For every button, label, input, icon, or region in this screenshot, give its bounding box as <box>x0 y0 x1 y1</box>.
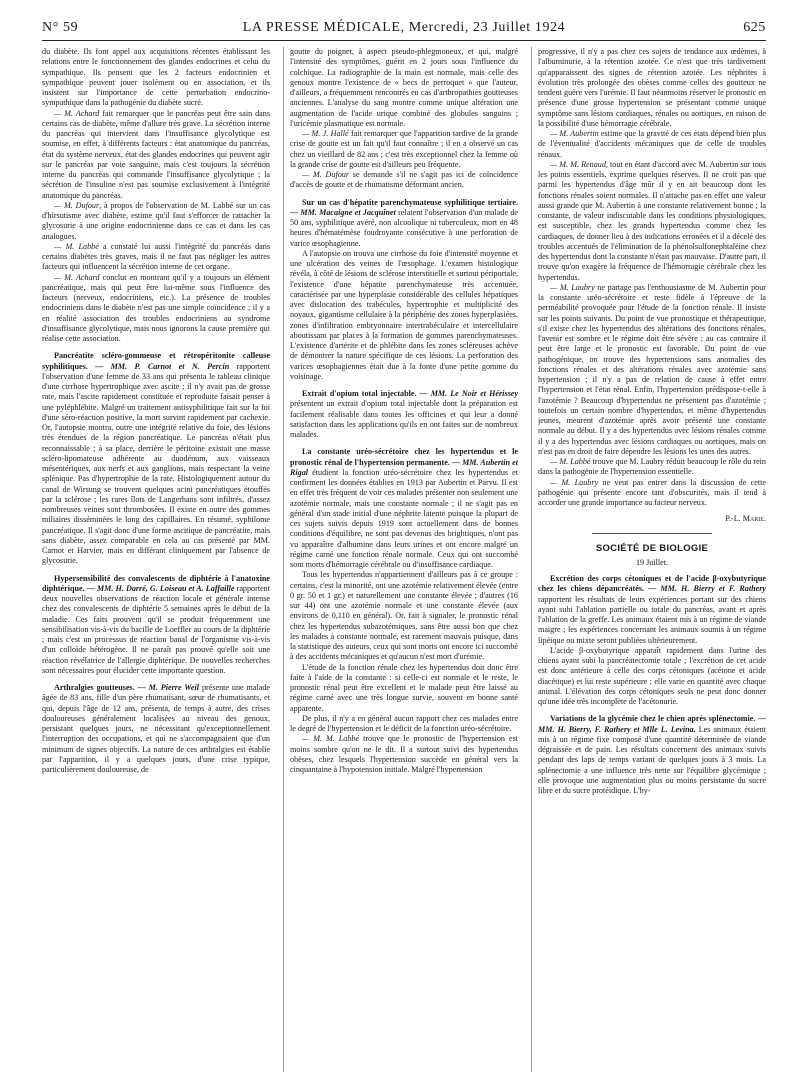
section-authors: — MM. H. Bierry, F. Rathery et Mlle L. Levina. <box>538 714 766 734</box>
paragraph: du diabète. Ils font appel aux acquisitions récentes établissant les relations entre le fonctionnement des glandes endocrines et celui du sympathique. Ils pensent que les 2 facteurs endocrinien et sympathique peuvent jouer isolément ou en association, et ils insistent sur l'importance de cette perturbation endocrino-sympathique dans la pathogénie du diabète sucré. <box>42 47 270 108</box>
paragraph: — M. Dufour se demande s'il ne s'agit pas ici de coïncidence d'accès de goutte et de rhumatisme déformant ancien. <box>290 170 518 190</box>
speaker: — M. Achard <box>54 272 100 282</box>
section-constante: La constante uréo-sécrétoire chez les hypertendus et le pronostic rénal de l'hypertension permanente. — MM. Aubertin et Rigal étudient la fonction uréo-sécrétoire chez les hypertendus et confirment les données établies en 1913 par Aubertin et Parvu. Il est en effet très fréquent de voir ces malades présenter non seulement une azotémie normale, mais une constante normale ; il ne s'agit pas en général d'un stade initial d'une néphrite latente puisque la plupart de ces sujets suivis depuis 1919 sont actuellement dans de bonnes conditions d'équilibre, ne sont pas devenus des brightiques, n'ont pas vu apparaître d'albumine dans leurs urines et ont encore malgré un régime carné une fonction rénale normale. Ceux qui ont succombé sont morts d'hémorragie cérébrale ou d'insuffisance cardiaque. <box>290 447 518 569</box>
paragraph: — M. Achard fait remarquer que le pancréas peut être sain dans certains cas de diabète, même d'allure très grave. La sécrétion interne du pancréas qui intervient dans l'insuffisance glycolytique est soumise, en effet, à différents facteurs : état anatomique du pancréas, état du système nerveux, état des glandes endocrines qui peuvent agir sur le pancréas par voie sanguine, mais c'est toujours la sécrétion interne du pancréas qui commande l'insuffisance glycolytique ; la sécrétion de l'insuline n'est pas soumise exclusivement à l'intégrité anatomique du pancréas. <box>42 108 270 200</box>
section-authors: — MM. P. Carnot et N. Percin <box>87 361 230 371</box>
paragraph: L'acide β-oxybutyrique apparaît rapidement dans l'urine des chiens ayant subi la pancréatectomie totale ; l'excrétion de cet acide est donc antérieure à celle des corps cétoniques (acétone et acide diacétique) et lui reste supérieure ; elle varie en quantité avec chaque animal. L'élévation des corps cétoniques seuls ne peut donc donner qu'une idée très incomplète de l'acétonurie. <box>538 645 766 706</box>
society-heading: SOCIÉTÉ DE BIOLOGIE <box>595 542 709 554</box>
section-authors: — M. Pierre Weil <box>134 683 200 692</box>
paragraph: — M. Aubertin estime que la gravité de ces états dépend bien plus de l'éventualité d'accidents mécaniques que de celle de troubles rénaux. <box>538 129 766 159</box>
paragraph: Tous les hypertendus n'appartiennent d'ailleurs pas à ce groupe : certains, c'est la minorité, ont une azotémie relativement élevée (entre 0 gr. 50 et 1 gr.) et naturellement une constante élevée ; d'autres (16 sur 44) ont une azotémie normale et une constante élevée (aux environs de 0,110 en général). Or, fait à signaler, le pronostic rénal chez les hypertendus subazotémiques, sans être aussi bon que chez les malades à constante normale, est rarement mauvais puisque, dans la statistique des auteurs, ceux qui sont morts ont encore ici succombé à des accidents mécaniques et qu'aucun n'est mort d'urémie. <box>290 570 518 662</box>
paragraph: — M. Achard conclut en montrant qu'il y a toujours un élément pancréatique, mais qui peut être lui-même sous l'influence des facteurs (nerveux, endocriniens, etc.). La présence de troubles endocriniens dans le diabète n'est pas une simple coïncidence ; il y a en réalité association des troubles endocriniens au syndrome d'insuffisance glycolytique, mais nous ignorons la cause première qui réalise cette association. <box>42 272 270 343</box>
page-number: 625 <box>743 20 766 35</box>
column-divider-1 <box>283 47 284 1072</box>
paragraph: L'étude de la fonction rénale chez les hypertendus doit donc être faite à l'aide de la constante : si celle-ci est normale et le reste, le pronostic rénal peut être excellent et le malade peut être laissé au régime carné avec une très longue survie, souvent en bonne santé apparente. <box>290 662 518 713</box>
section-opium: Extrait d'opium total injectable. — MM. Le Noir et Hérissey présentent un extrait d'opium total injectable dont la préparation est facilement réalisable dans toutes les officines et qui leur a donné satisfaction dans les applications qu'ils en ont faites sur de nombreux malades. <box>290 389 518 439</box>
paragraph: — M. Laubry ne veut pas entrer dans la discussion de cette pathogénie qui présente encore tant d'obscurités, mais il tend à accorder une grande importance au facteur nerveux. <box>538 477 766 507</box>
section-title: Extrait d'opium total injectable. <box>302 389 417 398</box>
section-excretion: Excrétion des corps cétoniques et de l'acide β-oxybutyrique chez les chiens dépancréatés. — MM. H. Bierry et F. Rathery rapportent les résultats de leurs expériences portant sur des chiens ayant subi l'ablation partielle ou totale du pancréas, avant et après l'ablation de la greffe. Les animaux étaient mis à un régime de viande maigre ; les expériences concernant les animaux soumis à un régime lipéique ou mixte seront publiées ultérieurement. <box>538 574 766 645</box>
section-authors: — MM. H. Bierry et F. Rathery <box>644 584 766 594</box>
section-authors: — MM. H. Darré, G. Loiseau et A. Laffaille <box>84 583 235 593</box>
speaker: — M. M. Labbé <box>302 734 360 744</box>
section-authors: — MM. Le Noir et Hérissey <box>416 389 518 398</box>
speaker: — M. M. Renaud <box>550 159 606 169</box>
speaker: — M. Labbé <box>54 241 99 251</box>
paragraph: — M. Labbé a constaté lui aussi l'intégrité du pancréas dans certains diabètes très graves, mais il ne faut pas négliger les autres facteurs qui influencent la sécrétion interne de cet organe. <box>42 241 270 272</box>
session-date: 19 Juillet. <box>635 557 669 567</box>
speaker: — M. Laubry <box>550 282 595 292</box>
section-authors: — MM. Aubertin et Rigal <box>290 457 518 477</box>
section-title: Sur un cas d'hépatite parenchymateuse syphilitique tertiaire. <box>302 197 518 207</box>
paragraph: — M. Labbé trouve que M. Laubry réduit beaucoup le rôle du rein dans la pathogénie de l'hypertension essentielle. <box>538 457 766 477</box>
speaker: — M. Dufour <box>54 200 100 210</box>
section-arthralgies: Arthralgies goutteuses. — M. Pierre Weil présente une malade âgée de 83 ans, fille d'un père rhumatisant, sœur de rhumatisants, et qui, depuis l'âge de 12 ans, présenta, de temps à autre, des crises douloureuses généralement localisées au niveau des genoux, persistant quelques jours, ne nécessitant qu'exceptionnellement l'interruption des occupations, et qui ne s'accompagnaient que d'un minimum de signes objectifs. La nature de ces arthralgies est établie par l'apparition, il y a quelques jours, d'une crise typique, particulièrement douloureuse, de <box>42 683 270 774</box>
column-1 <box>42 47 270 1072</box>
paragraph: — M. Laubry ne partage pas l'enthousiasme de M. Aubertin pour la constante uréo-sécrétoire et reste fidèle à l'épreuve de la perméabilité provoquée pour l'étude de la fonction rénale. Il insiste sur les points suivants. Du point de vue pronostique et thérapeutique, s'il existe chez les hypertendus des altérations des fonctions rénales, l'avenir est sombre et le régime doit être sévère ; au cas contraire il peut être large et le pronostic est favorable. Du point de vue pathogénique, on trouve des hypertensions sans anomalies des fonctions rénales et des altérations rénales avec azotémie sans hypertension ; il n'y a pas de relation de cause à effet entre l'hypertension et l'état rénal. Enfin, l'hypertension prédispose-t-elle à l'azotémie ? Beaucoup d'hypertendus ne présentent pas d'azotémie ; toutefois un certain nombre d'hypertendus, et même d'hypertendus jeunes, meurent d'azotémie après avoir présenté une constante normale au début. Il y a des hypertendus avec lésions rénales comme il y a des hypertendus avec lésions cardiaques ou aortiques, mais on n'est pas en droit de faire dépendre les lésions les unes des autres. <box>538 282 766 456</box>
paragraph: — M. M. Labbé trouve que le pronostic de l'hypertension est moins sombre qu'on ne le dit. Il a surtout suivi des hypertendus obèses, chez lesquels l'hypertension succède en général vers la cinquantaine à l'hypotension initiale. Malgré l'hypertension <box>290 734 518 774</box>
paragraph: — M. Dufour, à propos de l'observation de M. Labbé sur un cas d'hirsutisme avec diabète, estime qu'il faut s'efforcer de rattacher la glycosurie à une origine endocrinienne dans ce cas et dans les cas analogues. <box>42 200 270 241</box>
paragraph: — M. J. Hallé fait remarquer que l'apparition tardive de la grande crise de goutte est un fait qu'il faut connaître ; il en a observé un cas chez un vieillard de 82 ans ; c'est très exceptionnel chez la femme où la grande crise de goutte est d'ailleurs peu fréquente. <box>290 129 518 169</box>
paragraph: progressive, il n'y a pas chez ces sujets de tendance aux œdèmes, à l'albuminurie, à la rétention azotée. Ce n'est que très tardivement qu'apparaissent des signes de rétention azotée. Les néphrites à évolution très prolongée des obèses comme celles des goutteux ne tendent guère vers l'urémie. Il faut néanmoins réserver le pronostic en présence d'une grosse hypertension se présentant comme unique symptôme sans lésions cardiaques, rénales ou aortiques, en raison de la possibilité d'une hémorragie cérébrale. <box>538 47 766 128</box>
section-hepatite: Sur un cas d'hépatite parenchymateuse syphilitique tertiaire. — MM. Macaigne et Jacquinet relatent l'observation d'un malade de 50 ans, syphilitique avéré, non alcoolique ni tuberculeux, mort en 48 heures d'hématémèse foudroyante consécutive à une perforation de varice œsophagienne. <box>290 197 518 248</box>
section-authors: — MM. Macaigne et Jacquinet <box>290 207 396 217</box>
section-title: Hypersensibilité des convalescents de diphtérie à l'anatoxine diphtérique. <box>42 573 270 593</box>
page-header <box>42 20 766 40</box>
speaker: — M. Dufour <box>302 170 350 179</box>
section-title: Pancréatite scléro-gommeuse et rétropéritonite calleuse syphilitiques. <box>42 351 270 371</box>
journal-title: LA PRESSE MÉDICALE, Mercredi, 23 Juillet 1924 <box>242 20 566 35</box>
speaker: — M. Laubry <box>550 477 599 487</box>
header-rule <box>42 40 766 41</box>
section-pancreatite: Pancréatite scléro-gommeuse et rétropéritonite calleuse syphilitiques. — MM. P. Carnot et N. Percin rapportent l'observation d'une femme de 33 ans qui présenta le tableau clinique d'une cirrhose hypertrophique avec ascite ; il n'y avait pas de grosse rate, mais l'ascite rapidement constituée et reproduite faisait penser à une pyléphlébite. Malgré un traitement antisyphilitique fait sur la foi d'une séro-réaction positive, la mort survint rapidement par cachexie. Or, l'autopsie montra, outre une intégrité relative du foie, des lésions très étendues de la région pancréatique. Le pancréas n'était plus reconnaissable ; à sa place, derrière le péritoine existait une masse scléro-lipomateuse adhérente au duodénum, aux vaisseaux mésentériques, aux nerfs et aux ganglions, mais respectant la veine splénique. Pas d'hypertrophie de la rate. Histologiquement autour du canal de Wirsung se trouvent quelques acini pancréatiques étouffés par la sclérose ; les rares îlots de Langerhans sont infiltrés, d'assez nombreuses veines sont thrombosées. Il existe en outre des gommes miliaires disséminées le long des capillaires. En résumé, syphilome pancréatique. Il s'agit donc d'une forme ascitique de pancréatite, mais sans diabète, assez comparable en cela au cas présenté par MM. Carnot et Harvier, mais en différant cliniquement par l'absence de glycosurie. <box>42 351 270 566</box>
speaker: — M. Achard <box>54 108 100 118</box>
section-title: Arthralgies goutteuses. <box>54 683 135 692</box>
section-divider <box>592 533 712 534</box>
issue-number: N° 59 <box>42 20 79 35</box>
section-title: Variations de la glycémie chez le chien après splénectomie. <box>550 714 756 724</box>
paragraph: goutte du poignet, à aspect pseudo-phlegmoneux, et qui, malgré l'intensité des symptômes, guérit en 2 jours sous l'influence du colchique. La radiographie de la main est normale, mais celle des genoux montre l'existence de « becs de perroquet » que l'auteur, d'ailleurs, a fréquemment rencontrés en cas d'arthropathies goutteuses anciennes. L'analyse du sang montre comme unique altération une augmentation de l'acide urique combiné des globules sanguins ; l'uricémie plasmatique est normale. <box>290 47 518 128</box>
section-hypersensibilite: Hypersensibilité des convalescents de diphtérie à l'anatoxine diphtérique. — MM. H. Darré, G. Loiseau et A. Laffaille rapportent deux nouvelles observations de réaction locale et générale intense chez des convalescents de diphtérie 5 semaines après le début de la maladie. Ces faits prouvent qu'il se produit fréquemment une sensibilisation vis-à-vis du bacille de Loeffler au cours de la diphtérie ; mais c'est un processus de réaction banal de l'organisme vis-à-vis d'un colloïde hétérogène. Il ne paraît pas prouvé qu'elle soit une réaction révélatrice de l'allergie diphtérique. De nouvelles recherches sont nécessaires pour élucider cette importante question. <box>42 573 270 675</box>
paragraph: — M. M. Renaud, tout en étant d'accord avec M. Aubertin sur tous les points essentiels, exprime quelques réserves. Il ne croit pas que parmi les hypertendus d'âge mûr il y en ait beaucoup dont les fonctions rénales soient normales. Il n'attache pas en effet une valeur aussi grande que M. Aubertin à une constante relativement bonne ; la constante, de valeur indiscutable dans les conditions physiologiques, est susceptible, chez les grands hypertendus comme chez les cardiaques, de donner lieu à des indications erronées et il a décelé des troubles accentués de l'élimination de la phénolsulfonephtaléine chez des hypertendus dont la constante n'était pas mauvaise. D'autre part, il trouve qu'on exagère la fréquence de l'hémorragie cérébrale chez les hypertendus. <box>538 159 766 282</box>
speaker: — M. Aubertin <box>550 129 599 138</box>
signature: P.-L. Marie. <box>725 514 766 524</box>
paragraph: De plus, il n'y a en général aucun rapport chez ces malades entre le degré de l'hypertension et le déficit de la fonction uréo-sécrétoire. <box>290 713 518 733</box>
column-divider-2 <box>531 47 532 1072</box>
section-glycemie: Variations de la glycémie chez le chien après splénectomie. — MM. H. Bierry, F. Rathery et Mlle L. Levina. Les animaux étaient mis à un régime fixe composé d'une quantité déterminée de viande dégraissée et de pain. Les résultats concernent des animaux suivis pendant des laps de temps variant de quelques jours à 3 mois. La splénectomie a une influence très nette sur l'équilibre glycémique ; elle provoque une augmentation plus ou moins persistante du sucre libre et du sucre protéidique. L'hy- <box>538 714 766 795</box>
paragraph: A l'autopsie on trouva une cirrhose du foie d'intensité moyenne et une ulcération des veines de l'œsophage. L'examen histologique révéla, à côté de lésions de sclérose interstitielle et surtout périportale, l'existence d'une hépatite parenchymateuse très accentuée, caractérisée par une hyperplasie considérable des cellules hépatiques avec dislocation des trabécules, hypertrophie et multiplicité des noyaux, gigantisme cellulaire à la périphérie des zones hyperplasiées, zones d'infiltration embryonnaire intertrabéculaire et intercellulaire aboutissant par places à la formation de gommes parenchymateuses. L'existence d'artérite et de phlébite dans les zones scléreuses achève de démontrer la nature spécifique de ces lésions. La perforation des varices œsophagiennes était due à la fonte d'une petite gomme du voisinage. <box>290 248 518 381</box>
section-title: Excrétion des corps cétoniques et de l'acide β-oxybutyrique chez les chiens dépancréatés. <box>538 574 766 594</box>
speaker: — M. Labbé <box>550 457 591 466</box>
column-2 <box>290 47 518 1072</box>
column-3 <box>538 47 766 1072</box>
speaker: — M. J. Hallé <box>302 129 349 138</box>
section-title: La constante uréo-sécrétoire chez les hypertendus et le pronostic rénal de l'hypertension permanente. <box>290 447 518 467</box>
